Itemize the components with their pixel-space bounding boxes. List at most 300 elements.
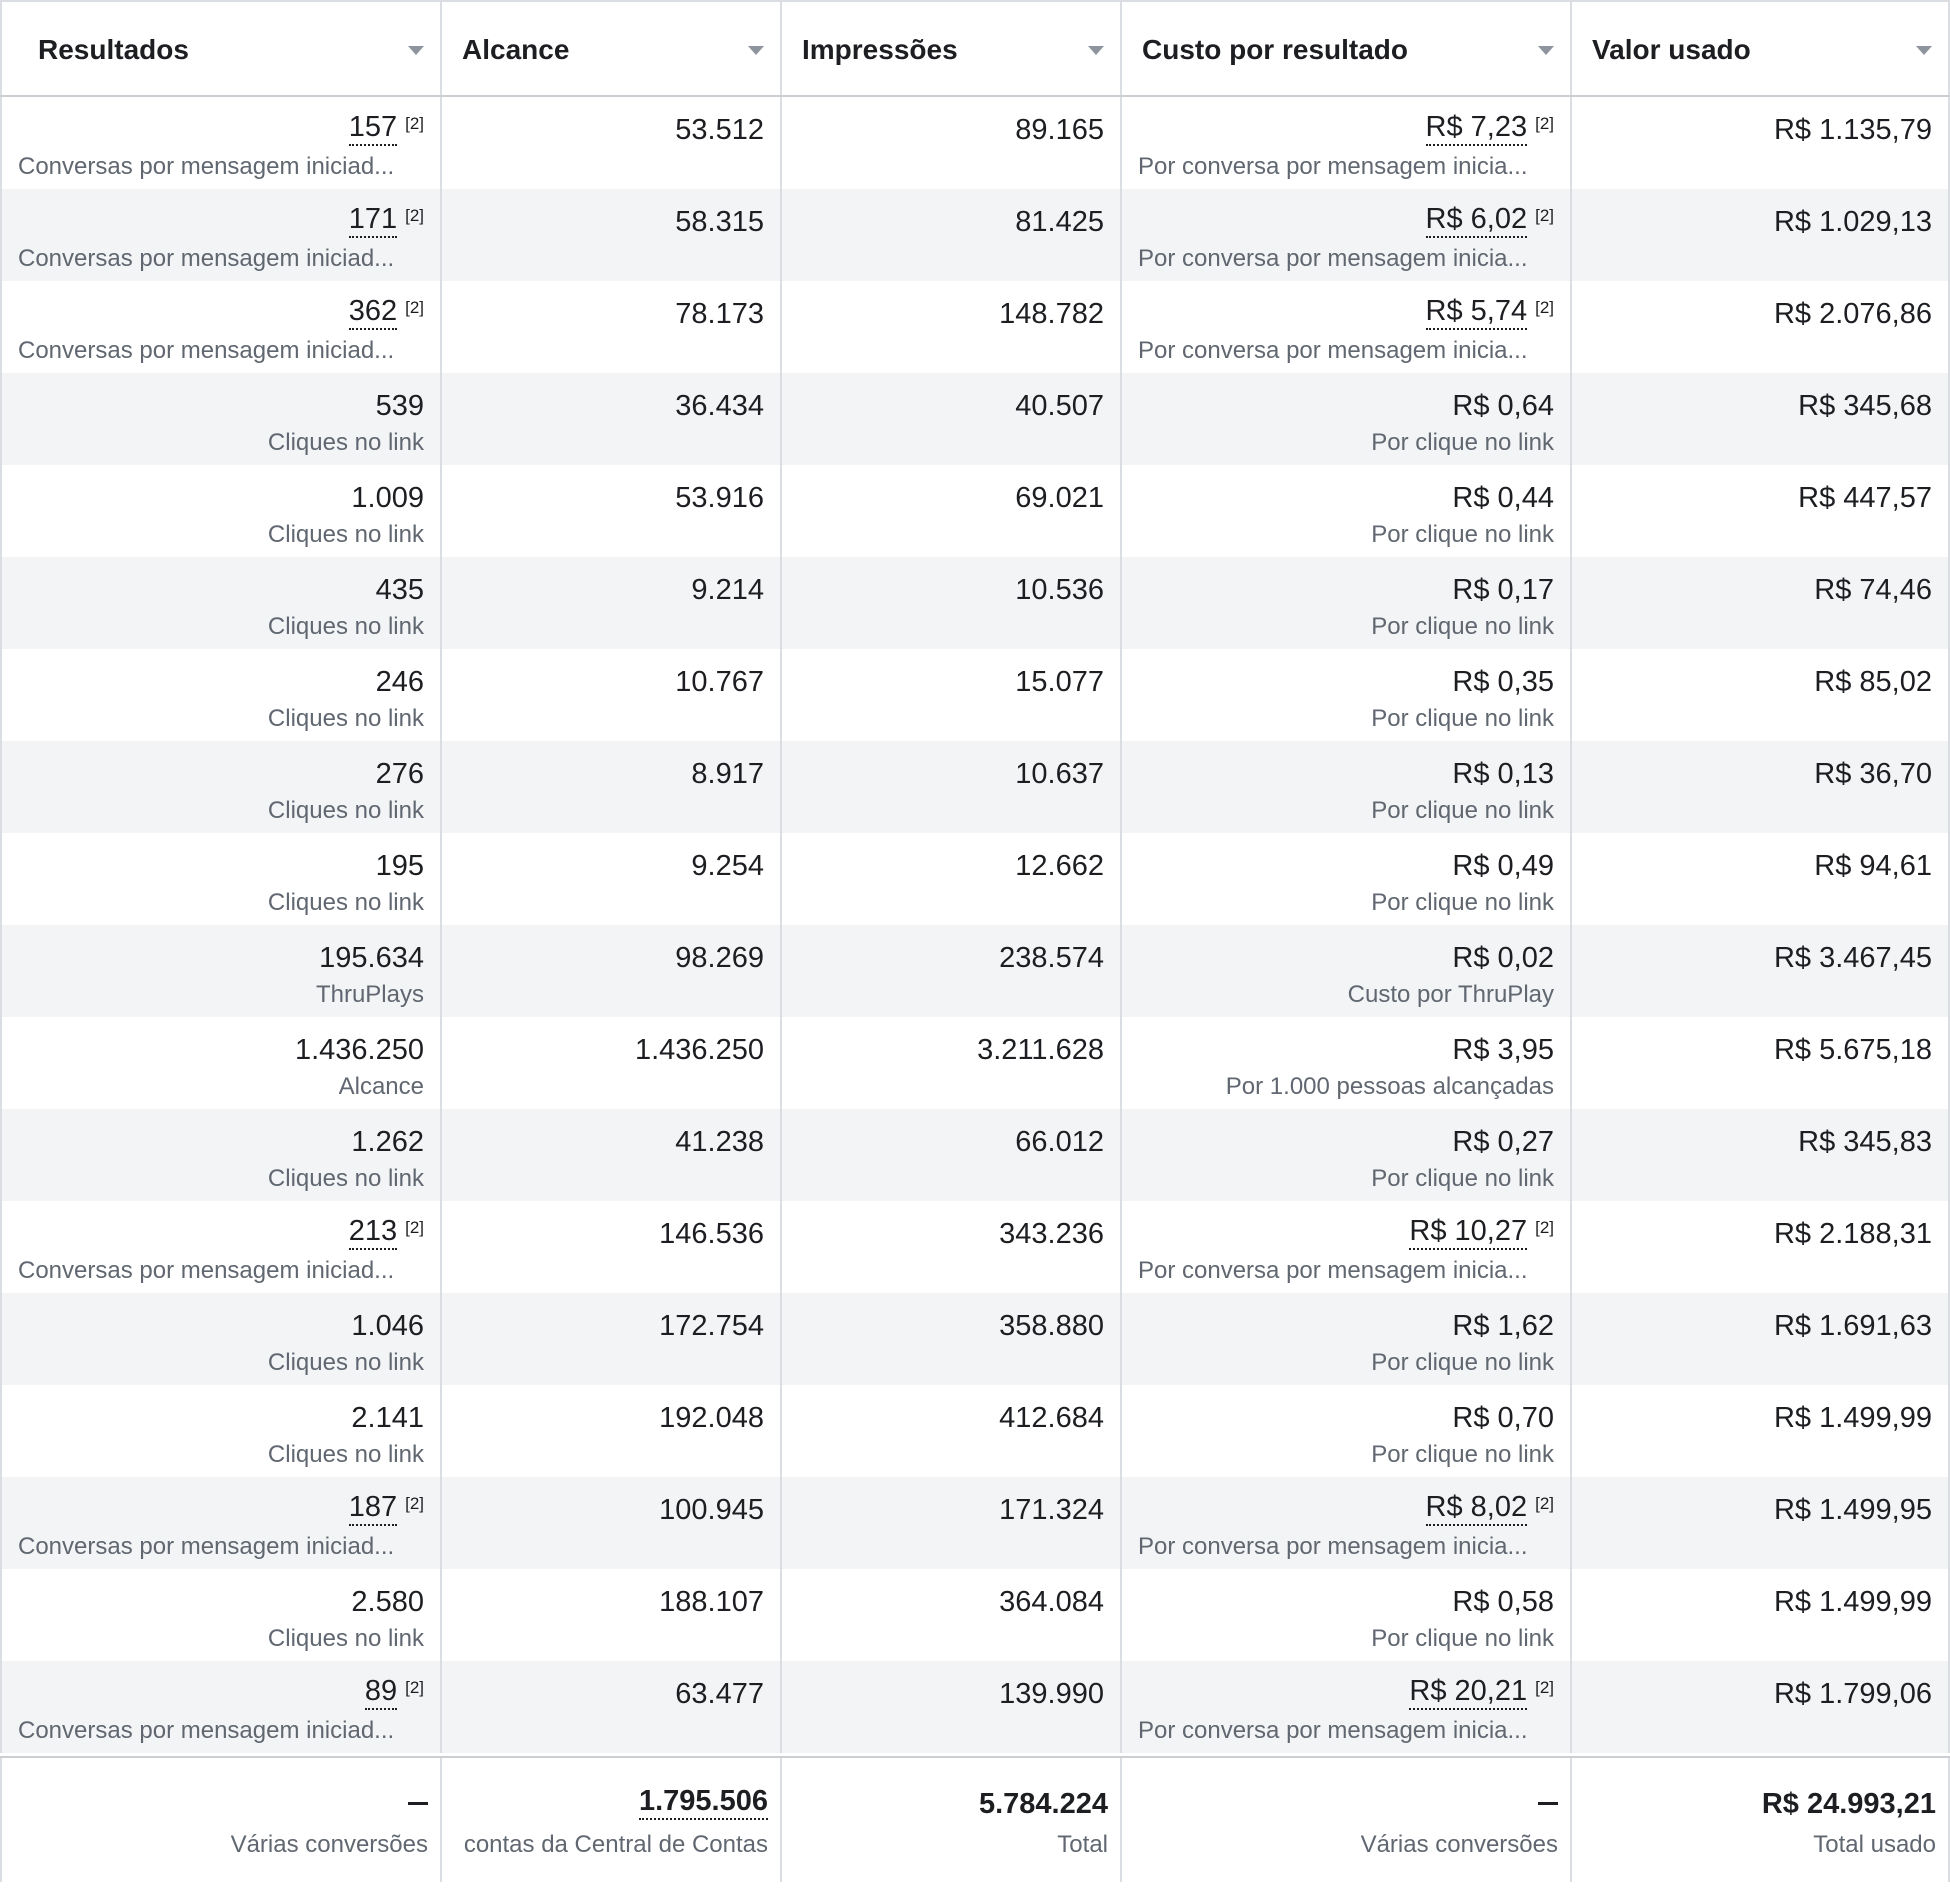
results-cell [0, 1017, 442, 1109]
impressions-cell [782, 97, 1122, 189]
impressions-value: 12.662 [1015, 850, 1104, 882]
total-results-cell [0, 1758, 442, 1882]
impressions-value: 15.077 [1015, 666, 1104, 698]
cost-value-wrap [1452, 846, 1554, 886]
spent-value: R$ 85,02 [1814, 666, 1932, 698]
cost-cell [1122, 1017, 1572, 1109]
cost-value: R$ 1,62 [1452, 1310, 1554, 1342]
table-row [0, 833, 1950, 925]
cost-footnote: [2] [1535, 206, 1554, 225]
results-type: ThruPlays [315, 981, 424, 1008]
reach-value: 98.269 [675, 942, 764, 974]
spent-cell [1572, 97, 1950, 189]
results-value-wrap [376, 662, 424, 702]
spent-cell [1572, 1017, 1950, 1109]
cost-cell [1122, 741, 1572, 833]
results-cell [0, 1109, 442, 1201]
results-footnote: [2] [405, 206, 424, 225]
cost-cell [1122, 1569, 1572, 1661]
results-type: Cliques no link [267, 1349, 424, 1376]
reach-cell [442, 1201, 782, 1293]
cost-type: Por conversa por mensagem inicia... [1138, 1717, 1528, 1744]
impressions-value: 81.425 [1015, 206, 1104, 238]
results-cell [0, 189, 442, 281]
reach-value: 63.477 [675, 1678, 764, 1710]
results-type: Conversas por mensagem iniciad... [18, 1533, 395, 1560]
table-row [0, 281, 1950, 373]
sort-caret-icon[interactable] [1916, 46, 1932, 55]
reach-value: 100.945 [659, 1494, 764, 1526]
results-value-wrap [349, 202, 424, 238]
total-cost-dash [1538, 1784, 1558, 1805]
results-cell [0, 925, 442, 1017]
spent-cell [1572, 1661, 1950, 1753]
cost-value-wrap [1452, 754, 1554, 794]
total-cost-sub: Várias conversões [1360, 1831, 1558, 1858]
cost-value-wrap [1426, 202, 1554, 238]
spent-value: R$ 1.499,95 [1773, 1494, 1932, 1526]
impressions-value: 238.574 [999, 942, 1104, 974]
table-row [0, 649, 1950, 741]
total-spent-cell [1572, 1758, 1950, 1882]
reach-value: 8.917 [691, 758, 764, 790]
spent-value: R$ 3.467,45 [1773, 942, 1932, 974]
impressions-value: 10.536 [1015, 574, 1104, 606]
spent-cell [1572, 1201, 1950, 1293]
column-header-valor-usado[interactable] [1572, 2, 1950, 95]
results-cell [0, 281, 442, 373]
cost-value: R$ 0,35 [1452, 666, 1554, 698]
results-value-wrap [351, 1582, 424, 1622]
results-value: 195 [375, 850, 424, 882]
results-cell [0, 833, 442, 925]
results-footnote: [2] [405, 298, 424, 317]
cost-type: Por conversa por mensagem inicia... [1138, 153, 1528, 180]
impressions-value: 89.165 [1015, 114, 1104, 146]
cost-value: R$ 0,70 [1452, 1402, 1554, 1434]
results-value-wrap [349, 1490, 424, 1526]
reach-cell [442, 189, 782, 281]
spent-value: R$ 1.499,99 [1773, 1586, 1932, 1618]
results-cell [0, 1477, 442, 1569]
sort-caret-icon[interactable] [1088, 46, 1104, 55]
impressions-cell [782, 465, 1122, 557]
results-footnote: [2] [405, 1678, 424, 1697]
impressions-value: 69.021 [1015, 482, 1104, 514]
results-value[interactable]: 89 [365, 1674, 397, 1710]
spent-cell [1572, 1293, 1950, 1385]
column-header-resultados[interactable] [0, 2, 442, 95]
results-value: 2.580 [351, 1586, 424, 1618]
cost-value-wrap [1426, 110, 1554, 146]
cost-cell [1122, 281, 1572, 373]
impressions-cell [782, 1017, 1122, 1109]
reach-value: 78.173 [675, 298, 764, 330]
spent-value: R$ 5.675,18 [1773, 1034, 1932, 1066]
impressions-value: 412.684 [999, 1402, 1104, 1434]
column-header-label: Impressões [802, 34, 958, 65]
cost-value-wrap [1426, 1490, 1554, 1526]
impressions-cell [782, 925, 1122, 1017]
results-value: 276 [375, 758, 424, 790]
results-type: Cliques no link [267, 705, 424, 732]
cost-value-wrap [1452, 1398, 1554, 1438]
results-type: Conversas por mensagem iniciad... [18, 245, 395, 272]
results-cell [0, 741, 442, 833]
results-cell [0, 1293, 442, 1385]
reach-value: 53.512 [675, 114, 764, 146]
column-header-impressoes[interactable] [782, 2, 1122, 95]
spent-value: R$ 1.029,13 [1773, 206, 1932, 238]
cost-value-wrap [1409, 1214, 1554, 1250]
table-row [0, 1293, 1950, 1385]
impressions-value: 358.880 [999, 1310, 1104, 1342]
cost-footnote: [2] [1535, 298, 1554, 317]
cost-cell [1122, 1201, 1572, 1293]
table-row [0, 741, 1950, 833]
results-value-wrap [365, 1674, 424, 1710]
results-value: 246 [375, 666, 424, 698]
results-value-wrap [376, 386, 424, 426]
results-cell [0, 373, 442, 465]
table-total-row [0, 1756, 1950, 1882]
cost-value[interactable]: R$ 6,02 [1426, 202, 1528, 238]
cost-value: R$ 0,64 [1452, 390, 1554, 422]
impressions-value: 364.084 [999, 1586, 1104, 1618]
results-cell [0, 1569, 442, 1661]
reach-value: 192.048 [659, 1402, 764, 1434]
spent-cell [1572, 833, 1950, 925]
table-row [0, 1661, 1950, 1753]
reach-value: 41.238 [675, 1126, 764, 1158]
reach-cell [442, 97, 782, 189]
cost-value-wrap [1452, 386, 1554, 426]
cost-cell [1122, 1385, 1572, 1477]
table-row [0, 925, 1950, 1017]
results-value-wrap [349, 110, 424, 146]
results-value: 435 [375, 574, 424, 606]
spent-cell [1572, 741, 1950, 833]
results-cell [0, 649, 442, 741]
spent-cell [1572, 1385, 1950, 1477]
table-row [0, 1385, 1950, 1477]
impressions-cell [782, 1569, 1122, 1661]
cost-type: Por conversa por mensagem inicia... [1138, 1533, 1528, 1560]
total-impressions-cell [782, 1758, 1122, 1882]
reach-cell [442, 833, 782, 925]
cost-cell [1122, 465, 1572, 557]
impressions-value: 148.782 [999, 298, 1104, 330]
table-row [0, 373, 1950, 465]
spent-value: R$ 447,57 [1798, 482, 1932, 514]
cost-type: Por 1.000 pessoas alcançadas [1225, 1073, 1554, 1100]
results-type: Cliques no link [267, 521, 424, 548]
cost-cell [1122, 97, 1572, 189]
total-reach-value[interactable]: 1.795.506 [639, 1784, 768, 1820]
cost-type: Por clique no link [1371, 1349, 1554, 1376]
cost-cell [1122, 833, 1572, 925]
impressions-cell [782, 1109, 1122, 1201]
reach-value: 9.214 [691, 574, 764, 606]
cost-value-wrap [1452, 1582, 1554, 1622]
cost-type: Por clique no link [1371, 429, 1554, 456]
results-cell [0, 1201, 442, 1293]
cost-value-wrap [1452, 1306, 1554, 1346]
results-type: Conversas por mensagem iniciad... [18, 1257, 395, 1284]
results-type: Conversas por mensagem iniciad... [18, 337, 395, 364]
cost-value: R$ 0,44 [1452, 482, 1554, 514]
results-value: 539 [375, 390, 424, 422]
column-header-custo-por-resultado[interactable] [1122, 2, 1572, 95]
results-type: Conversas por mensagem iniciad... [18, 1717, 395, 1744]
total-spent-value: R$ 24.993,21 [1761, 1788, 1936, 1820]
cost-footnote: [2] [1535, 1494, 1554, 1513]
spent-value: R$ 1.499,99 [1773, 1402, 1932, 1434]
results-value: 1.009 [351, 482, 424, 514]
total-spent-sub: Total usado [1813, 1831, 1936, 1858]
reach-cell [442, 465, 782, 557]
reach-value: 188.107 [659, 1586, 764, 1618]
reach-cell [442, 281, 782, 373]
reach-cell [442, 1017, 782, 1109]
impressions-cell [782, 1201, 1122, 1293]
total-impressions-sub: Total [1057, 1831, 1108, 1858]
impressions-value: 139.990 [999, 1678, 1104, 1710]
results-footnote: [2] [405, 1218, 424, 1237]
spent-cell [1572, 925, 1950, 1017]
impressions-cell [782, 1477, 1122, 1569]
cost-value-wrap [1426, 294, 1554, 330]
results-value: 1.046 [351, 1310, 424, 1342]
sort-caret-icon[interactable] [748, 46, 764, 55]
reach-cell [442, 1293, 782, 1385]
results-value[interactable]: 171 [349, 202, 397, 238]
sort-caret-icon[interactable] [408, 46, 424, 55]
reach-value: 53.916 [675, 482, 764, 514]
cost-footnote: [2] [1535, 1678, 1554, 1697]
results-value: 1.262 [351, 1126, 424, 1158]
reach-value: 9.254 [691, 850, 764, 882]
results-value[interactable]: 362 [349, 294, 397, 330]
results-type: Cliques no link [267, 797, 424, 824]
impressions-cell [782, 189, 1122, 281]
table-row [0, 465, 1950, 557]
spent-cell [1572, 1477, 1950, 1569]
table-row [0, 557, 1950, 649]
table-row [0, 189, 1950, 281]
table-row [0, 97, 1950, 189]
table-row [0, 1017, 1950, 1109]
cost-value[interactable]: R$ 7,23 [1426, 110, 1528, 146]
reach-cell [442, 741, 782, 833]
spent-cell [1572, 189, 1950, 281]
cost-type: Por clique no link [1371, 1441, 1554, 1468]
cost-cell [1122, 925, 1572, 1017]
reach-cell [442, 649, 782, 741]
cost-footnote: [2] [1535, 114, 1554, 133]
cost-cell [1122, 373, 1572, 465]
cost-type: Por conversa por mensagem inicia... [1138, 245, 1528, 272]
table-header [0, 0, 1950, 97]
reach-cell [442, 373, 782, 465]
impressions-value: 343.236 [999, 1218, 1104, 1250]
spent-cell [1572, 373, 1950, 465]
results-value[interactable]: 157 [349, 110, 397, 146]
impressions-cell [782, 1661, 1122, 1753]
reach-value: 172.754 [659, 1310, 764, 1342]
results-value-wrap [351, 1122, 424, 1162]
spent-cell [1572, 465, 1950, 557]
spent-value: R$ 1.691,63 [1773, 1310, 1932, 1342]
cost-value: R$ 0,02 [1452, 942, 1554, 974]
cost-value[interactable]: R$ 20,21 [1409, 1674, 1527, 1710]
results-value-wrap [351, 1398, 424, 1438]
results-value-wrap [376, 570, 424, 610]
cost-value: R$ 0,49 [1452, 850, 1554, 882]
results-type: Cliques no link [267, 613, 424, 640]
spent-value: R$ 2.188,31 [1773, 1218, 1932, 1250]
spent-value: R$ 2.076,86 [1773, 298, 1932, 330]
results-value[interactable]: 213 [349, 1214, 397, 1250]
spent-cell [1572, 1109, 1950, 1201]
total-results-dash [408, 1784, 428, 1805]
total-results-sub: Várias conversões [230, 1831, 428, 1858]
results-cell [0, 1385, 442, 1477]
cost-value: R$ 3,95 [1452, 1034, 1554, 1066]
results-value: 2.141 [351, 1402, 424, 1434]
cost-type: Por clique no link [1371, 797, 1554, 824]
cost-cell [1122, 189, 1572, 281]
impressions-value: 66.012 [1015, 1126, 1104, 1158]
spent-value: R$ 1.799,06 [1773, 1678, 1932, 1710]
spent-value: R$ 1.135,79 [1773, 114, 1932, 146]
total-reach-sub: contas da Central de Contas [463, 1831, 768, 1858]
cost-value-wrap [1452, 1030, 1554, 1070]
spent-value: R$ 74,46 [1814, 574, 1932, 606]
impressions-cell [782, 649, 1122, 741]
results-cell [0, 465, 442, 557]
total-impressions-value: 5.784.224 [978, 1788, 1108, 1820]
cost-type: Por clique no link [1371, 889, 1554, 916]
cost-type: Por clique no link [1371, 1625, 1554, 1652]
reach-value: 10.767 [675, 666, 764, 698]
reach-cell [442, 1477, 782, 1569]
cost-type: Por clique no link [1371, 705, 1554, 732]
reach-value: 58.315 [675, 206, 764, 238]
cost-cell [1122, 1293, 1572, 1385]
cost-type: Custo por ThruPlay [1347, 981, 1554, 1008]
cost-type: Por clique no link [1371, 613, 1554, 640]
impressions-value: 40.507 [1015, 390, 1104, 422]
cost-cell [1122, 1661, 1572, 1753]
cost-value: R$ 0,58 [1452, 1586, 1554, 1618]
results-type: Cliques no link [267, 1625, 424, 1652]
column-header-label: Alcance [462, 34, 570, 65]
impressions-cell [782, 373, 1122, 465]
cost-type: Por conversa por mensagem inicia... [1138, 337, 1528, 364]
cost-value-wrap [1452, 662, 1554, 702]
table-row [0, 1201, 1950, 1293]
cost-cell [1122, 649, 1572, 741]
results-cell [0, 1661, 442, 1753]
table-row [0, 1569, 1950, 1661]
table-row [0, 1109, 1950, 1201]
results-value: 195.634 [319, 942, 424, 974]
impressions-cell [782, 741, 1122, 833]
cost-value[interactable]: R$ 5,74 [1426, 294, 1528, 330]
impressions-value: 10.637 [1015, 758, 1104, 790]
results-type: Cliques no link [267, 429, 424, 456]
impressions-cell [782, 833, 1122, 925]
results-type: Cliques no link [267, 1441, 424, 1468]
results-footnote: [2] [405, 114, 424, 133]
cost-type: Por clique no link [1371, 521, 1554, 548]
spent-value: R$ 94,61 [1814, 850, 1932, 882]
results-value-wrap [351, 1306, 424, 1346]
cost-value: R$ 0,27 [1452, 1126, 1554, 1158]
results-value-wrap [349, 294, 424, 330]
reach-value: 1.436.250 [634, 1034, 764, 1066]
results-type: Conversas por mensagem iniciad... [18, 153, 395, 180]
cost-type: Por conversa por mensagem inicia... [1138, 1257, 1528, 1284]
impressions-cell [782, 281, 1122, 373]
reach-cell [442, 1569, 782, 1661]
results-value[interactable]: 187 [349, 1490, 397, 1526]
cost-value-wrap [1452, 938, 1554, 978]
column-header-label: Resultados [38, 34, 189, 65]
results-value-wrap [349, 1214, 424, 1250]
impressions-cell [782, 557, 1122, 649]
results-value-wrap [351, 478, 424, 518]
spent-cell [1572, 649, 1950, 741]
results-footnote: [2] [405, 1494, 424, 1513]
reach-cell [442, 557, 782, 649]
column-header-alcance[interactable] [442, 2, 782, 95]
results-value: 1.436.250 [294, 1034, 424, 1066]
results-type: Cliques no link [267, 889, 424, 916]
impressions-cell [782, 1385, 1122, 1477]
column-header-label: Custo por resultado [1142, 34, 1409, 65]
reach-cell [442, 1385, 782, 1477]
results-cell [0, 97, 442, 189]
cost-type: Por clique no link [1371, 1165, 1554, 1192]
reach-value: 146.536 [659, 1218, 764, 1250]
results-type: Alcance [338, 1073, 424, 1100]
table-row [0, 1477, 1950, 1569]
reach-value: 36.434 [675, 390, 764, 422]
cost-cell [1122, 1109, 1572, 1201]
spent-cell [1572, 281, 1950, 373]
results-cell [0, 557, 442, 649]
cost-value[interactable]: R$ 10,27 [1409, 1214, 1527, 1250]
cost-footnote: [2] [1535, 1218, 1554, 1237]
sort-caret-icon[interactable] [1538, 46, 1554, 55]
spent-cell [1572, 1569, 1950, 1661]
reach-cell [442, 1109, 782, 1201]
results-type: Cliques no link [267, 1165, 424, 1192]
cost-value-wrap [1409, 1674, 1554, 1710]
cost-value: R$ 0,13 [1452, 758, 1554, 790]
reach-cell [442, 1661, 782, 1753]
results-value-wrap [376, 754, 424, 794]
cost-value: R$ 0,17 [1452, 574, 1554, 606]
column-header-label: Valor usado [1592, 34, 1751, 65]
cost-value[interactable]: R$ 8,02 [1426, 1490, 1528, 1526]
results-value-wrap [295, 1030, 424, 1070]
impressions-value: 171.324 [999, 1494, 1104, 1526]
impressions-cell [782, 1293, 1122, 1385]
cost-value-wrap [1452, 570, 1554, 610]
